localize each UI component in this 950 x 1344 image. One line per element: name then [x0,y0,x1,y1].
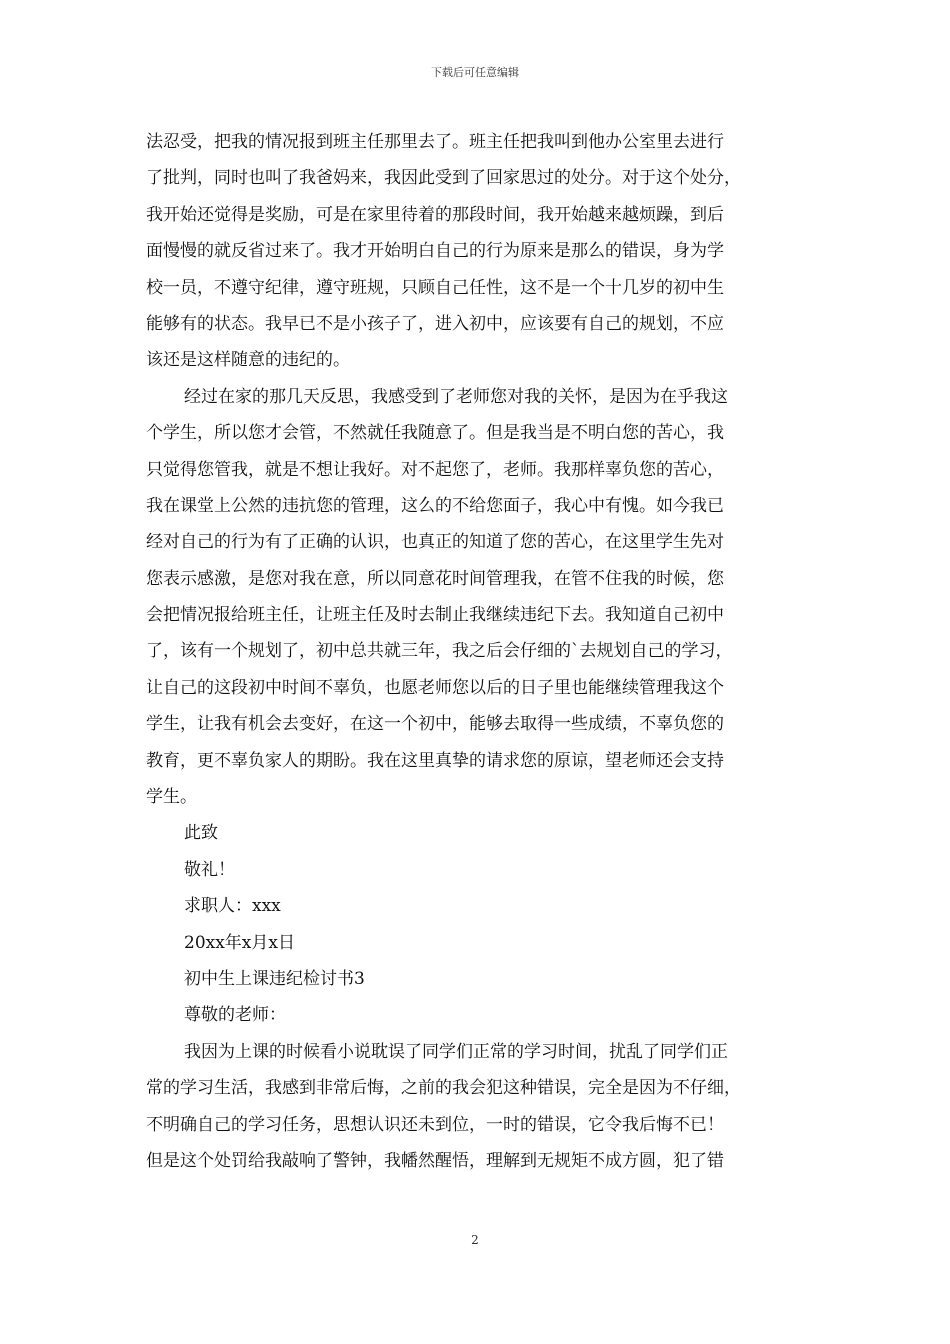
text-line: 20xx年x月x日 [184,932,295,953]
text-line: 敬礼！ [184,859,235,880]
text-line: 面慢慢的就反省过来了。我才开始明白自己的行为原来是那么的错误，身为学 [146,241,724,262]
text-line: 能够有的状态。我早已不是小孩子了，进入初中，应该要有自己的规划，不应 [146,313,724,334]
text-line: 学生，让我有机会去变好，在这一个初中，能够去取得一些成绩，不辜负您的 [146,714,724,735]
text-line: 您表示感激，是您对我在意，所以同意花时间管理我，在管不住我的时候，您 [146,568,724,589]
text-line: 校一员，不遵守纪律，遵守班规，只顾自己任性，这不是一个十几岁的初中生 [146,277,724,298]
page-header: 下载后可任意编辑 [431,66,519,79]
text-line: 该还是这样随意的违纪的。 [146,350,350,371]
text-line: 经过在家的那几天反思，我感受到了老师您对我的关怀，是因为在乎我这 [184,386,728,407]
text-line: 不明确自己的学习任务，思想认识还未到位，一时的错误，它令我后悔不已！ [146,1114,724,1135]
text-line: 我因为上课的时候看小说耽误了同学们正常的学习时间，扰乱了同学们正 [184,1041,728,1062]
text-line: 了，该有一个规划了，初中总共就三年，我之后会仔细的`去规划自己的学习， [146,641,733,662]
text-line: 学生。 [146,787,197,808]
text-line: 尊敬的老师： [184,1005,286,1026]
text-line: 个学生，所以您才会管，不然就任我随意了。但是我当是不明白您的苦心，我 [146,423,724,444]
text-line: 只觉得您管我，就是不想让我好。对不起您了，老师。我那样辜负您的苦心， [146,459,724,480]
text-line: 此致 [184,823,218,844]
text-line: 了批判，同时也叫了我爸妈来，我因此受到了回家思过的处分。对于这个处分， [146,168,741,189]
text-line: 但是这个处罚给我敲响了警钟，我幡然醒悟，理解到无规矩不成方圆，犯了错 [146,1150,724,1171]
text-line: 我在课堂上公然的违抗您的管理，这么的不给您面子，我心中有愧。如今我已 [146,495,724,516]
text-line: 法忍受，把我的情况报到班主任那里去了。班主任把我叫到他办公室里去进行 [146,132,724,152]
page-number: 2 [471,1233,479,1247]
text-line: 常的学习生活，我感到非常后悔，之前的我会犯这种错误，完全是因为不仔细， [146,1078,741,1099]
text-line: 求职人：xxx [184,896,281,917]
text-line: 初中生上课违纪检讨书3 [184,968,365,989]
text-line: 让自己的这段初中时间不辜负，也愿老师您以后的日子里也能继续管理我这个 [146,677,724,698]
document-body [146,124,806,1179]
text-line: 我开始还觉得是奖励，可是在家里待着的那段时间，我开始越来越烦躁，到后 [146,204,724,225]
text-line: 经对自己的行为有了正确的认识，也真正的知道了您的苦心，在这里学生先对 [146,532,724,553]
text-line: 会把情况报给班主任，让班主任及时去制止我继续违纪下去。我知道自己初中 [146,605,724,626]
text-line: 教育，更不辜负家人的期盼。我在这里真挚的请求您的原谅，望老师还会支持 [146,750,724,771]
